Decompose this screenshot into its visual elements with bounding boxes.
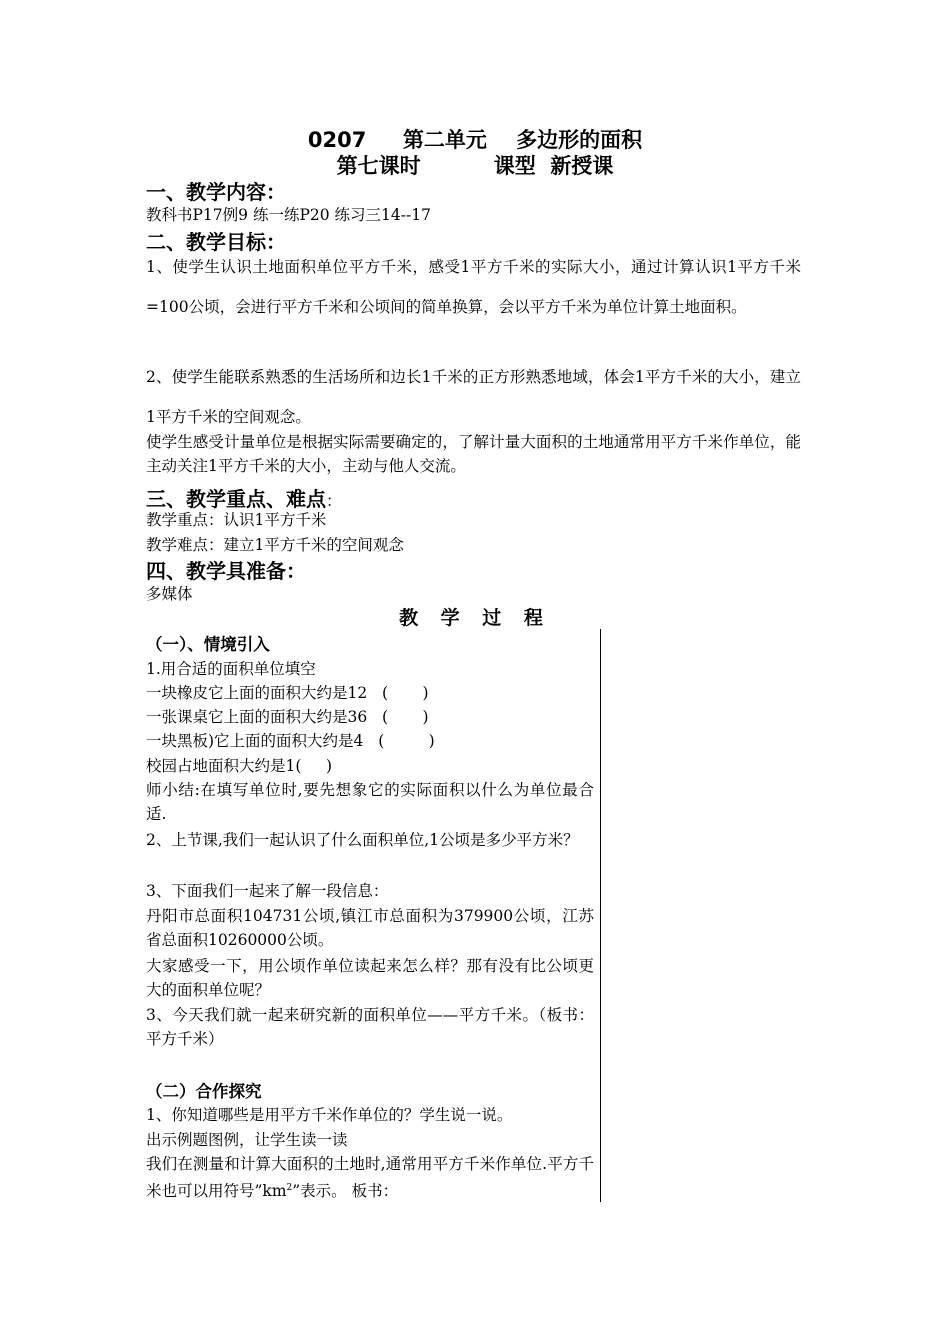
- content-text: 教科书P17例9 练一练P20 练习三14--17: [146, 206, 431, 224]
- goal-1: 1、使学生认识土地面积单位平方千米，感受1平方千米的实际大小，通过计算认识1平方千米=100公顷，会进行平方千米和公顷间的简单换算，会以平方千米为单位计算土地面积。: [146, 258, 801, 316]
- review-question: 2、上节课,我们一起认识了什么面积单位,1公顷是多少平方米？: [146, 831, 579, 849]
- info-intro: 3、下面我们一起来了解一段信息：: [146, 882, 389, 900]
- prep-text: 多媒体: [146, 585, 193, 603]
- document-title: 0207 第二单元 多边形的面积: [307, 128, 643, 152]
- fill-task-3: 一块黑板)它上面的面积大约是4 ( ): [146, 732, 435, 750]
- heading-keypoints-text: 三、教学重点、难点: [146, 487, 326, 511]
- heading-prep: 四、教学具准备：: [146, 559, 306, 583]
- show-example: 出示例题图例，让学生读一读: [146, 1131, 348, 1149]
- unit-symbol-sup: 2: [286, 1183, 293, 1193]
- unit-symbol-text: [146, 1152, 594, 1203]
- unit-symbol-pre: 我们在测量和计算大面积的土地时,通常用平方千米作单位.平方千米也可以用符号”km: [146, 1155, 594, 1201]
- heading-content: 一、教学内容：: [146, 180, 286, 204]
- goal-3: 使学生感受计量单位是根据实际需要确定的，了解计量大面积的土地通常用平方千米作单位，能主动关注1平方千米的大小，主动与他人交流。: [146, 433, 801, 475]
- key-difficulty: 教学难点：建立1平方千米的空间观念: [146, 536, 404, 554]
- fill-task-4: 校园占地面积大约是1( ): [146, 757, 333, 775]
- lesson-subtitle: 第七课时 课型 新授课: [336, 154, 614, 178]
- today-topic: 3、今天我们就一起来研究新的面积单位——平方千米。（板书：平方千米）: [146, 1006, 594, 1048]
- column-divider: [600, 629, 601, 1202]
- heading-goals: 二、教学目标：: [146, 230, 286, 254]
- goal-2: 2、使学生能联系熟悉的生活场所和边长1千米的正方形熟悉地域，体会1平方千米的大小，建立1平方千米的空间观念。: [146, 368, 801, 426]
- feel-question: 大家感受一下，用公顷作单位读起来怎么样？那有没有比公顷更大的面积单位呢？: [146, 957, 594, 999]
- teacher-summary: 师小结:在填写单位时,要先想象它的实际面积以什么为单位最合适.: [146, 781, 594, 823]
- process-title: 教 学 过 程: [399, 607, 551, 629]
- heading-intro: （一）、情境引入: [146, 635, 270, 654]
- fill-task-1: 一块橡皮它上面的面积大约是12 ( ): [146, 684, 429, 702]
- fill-task-2: 一张课桌它上面的面积大约是36 ( ): [146, 708, 429, 726]
- unit-symbol-post: ”表示。 板书：: [292, 1182, 399, 1201]
- explore-question: 1、你知道哪些是用平方千米作单位的？学生说一说。: [146, 1106, 513, 1124]
- area-info: 丹阳市总面积104731公顷,镇江市总面积为379900公顷，江苏省总面积10260000公顷。: [146, 907, 594, 949]
- heading-explore: （二）合作探究: [146, 1082, 262, 1101]
- fill-task-title: 1.用合适的面积单位填空: [146, 660, 316, 678]
- heading-keypoints-colon: ：: [326, 492, 342, 510]
- key-focus: 教学重点：认识1平方千米: [146, 511, 327, 529]
